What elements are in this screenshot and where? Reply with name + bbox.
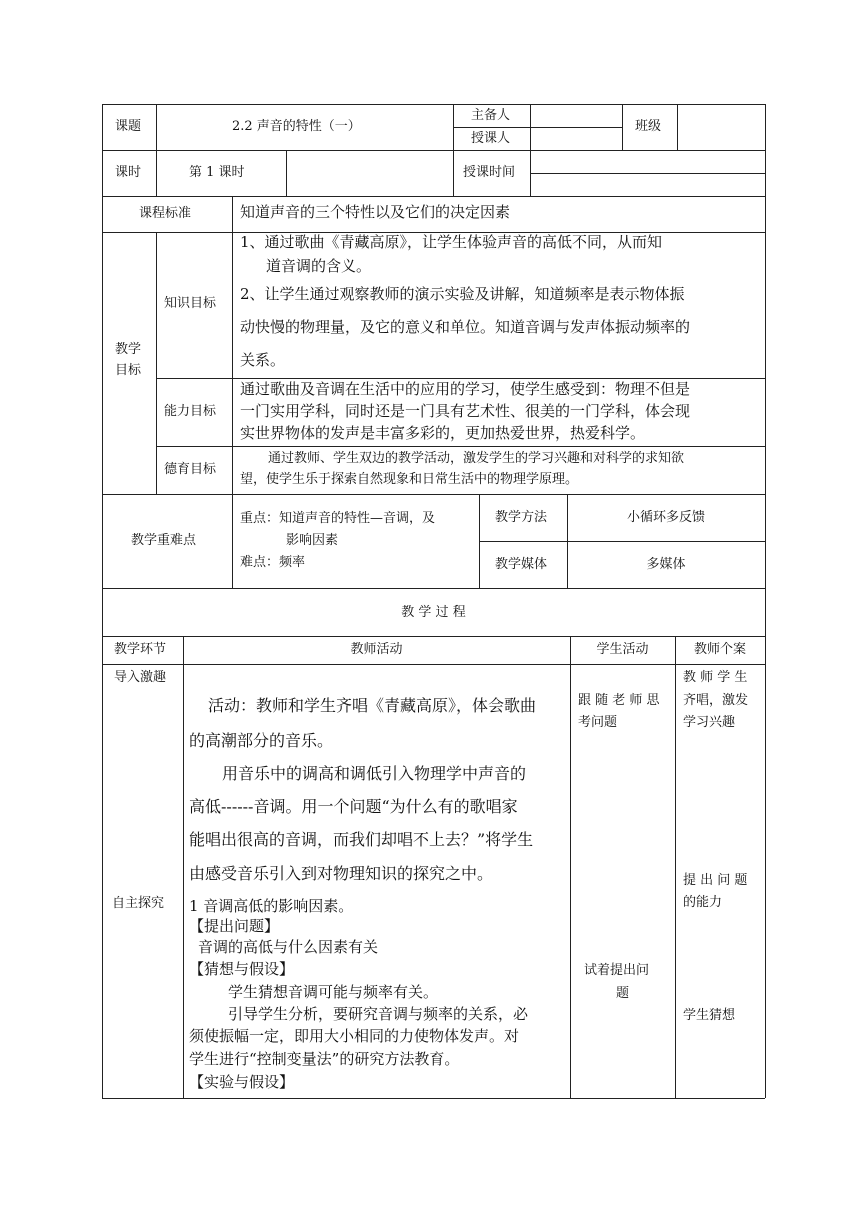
teacher-activity-line: 高低------音调。用一个问题“为什么有的歌唱家 [189,797,518,816]
teacher-case-line: 教 师 学 生 [683,670,748,685]
class-label: 班级 [635,119,662,134]
method-value: 小循环多反馈 [626,510,705,525]
teacher-case-line: 齐唱，激发 [683,693,749,708]
knowledge-line: 关系。 [240,351,286,369]
col-case-header: 教师个案 [693,642,746,657]
teacher-activity-line: 学生猜想音调可能与频率有关。 [228,983,439,1001]
col-student-header: 学生活动 [596,642,649,657]
teacher-activity-line: 能唱出很高的音调，而我们却唱不上去？”将学生 [189,830,534,849]
keypoints-label: 教学重难点 [131,533,197,548]
teacher-activity-line: 须使振幅一定，即用大小相同的力使物体发声。对 [189,1027,520,1045]
stage-explore: 自主探究 [112,896,165,911]
col-stage-header: 教学环节 [114,642,167,657]
time-label: 授课时间 [463,165,516,180]
teacher-activity-line: 音调的高低与什么因素有关 [198,938,379,956]
teacher-activity-line: 1 音调高低的影响因素。 [189,897,354,915]
process-title: 教 学 过 程 [401,605,466,620]
teacher-case-line: 学习兴趣 [683,715,736,730]
moral-line: 通过教师、学生双边的教学活动，激发学生的学习兴趣和对科学的求知欲 [268,451,685,466]
moral-line: 望，使学生乐于探索自然现象和日常生活中的物理学原理。 [240,472,579,487]
student-activity-line: 跟 随 老 师 思 [578,693,660,708]
ability-line: 实世界物体的发声是丰富多彩的，更加热爱世界，热爱科学。 [240,424,646,442]
lesson-title: 2.2 声音的特性（一） [232,119,361,134]
standard-label: 课程标准 [139,206,192,221]
teacher-activity-line: 【提出问题】 [189,917,280,935]
keypoint-line: 重点：知道声音的特性—音调，及 [240,511,436,526]
knowledge-line: 2、让学生通过观察教师的演示实验及讲解，知道频率是表示物体振 [240,285,685,303]
teacher-activity-line: 【猜想与假设】 [189,960,295,978]
teacher-activity-line: 【实验与假设】 [189,1073,295,1091]
col-teacher-header: 教师活动 [350,642,403,657]
lesson-label: 课题 [115,119,142,134]
teacher-activity-line: 学生进行“控制变量法”的研究方法教育。 [189,1050,460,1068]
ability-line: 通过歌曲及音调在生活中的应用的学习，使学生感受到：物理不但是 [240,380,691,398]
teacher-activity-line: 的高潮部分的音乐。 [189,731,334,750]
preparer-label: 主备人 [471,108,511,123]
method-label: 教学方法 [495,510,548,525]
teacher-case-line: 提 出 问 题 [683,873,748,888]
knowledge-line: 动快慢的物理量，及它的意义和单位。知道音调与发声体振动频率的 [240,318,691,336]
teacher-activity-line: 用音乐中的调高和调低引入物理学中声音的 [222,764,527,783]
teacher-activity-line: 由感受音乐引入到对物理知识的探究之中。 [189,864,494,883]
knowledge-line: 1、通过歌曲《青藏高原》，让学生体验声音的高低不同，从而知 [240,233,663,251]
student-activity-line: 试着提出问 [584,963,650,978]
teacher-case-line: 学生猜想 [683,1008,736,1023]
keypoint-line: 影响因素 [286,533,339,548]
moral-label: 德育目标 [164,462,217,477]
keypoint-line: 难点：频率 [240,555,306,570]
student-activity-line: 考问题 [578,715,618,730]
goals-label-line2: 目标 [115,363,142,378]
ability-line: 一门实用学科，同时还是一门具有艺术性、很美的一门学科，体会现 [240,402,691,420]
teacher-activity-line: 引导学生分析，要研究音调与频率的关系，必 [228,1005,529,1023]
student-activity-line: 题 [616,986,630,1001]
ability-label: 能力目标 [164,404,217,419]
teacher-case-line: 的能力 [683,895,723,910]
knowledge-line: 道音调的含义。 [266,257,372,275]
stage-intro: 导入激趣 [114,670,167,685]
media-label: 教学媒体 [495,557,548,572]
standard-value: 知道声音的三个特性以及它们的决定因素 [240,203,511,221]
goals-label-line1: 教学 [115,342,142,357]
teacher-activity-line: 活动：教师和学生齐唱《青藏高原》，体会歌曲 [208,696,537,715]
media-value: 多媒体 [646,557,686,572]
period-value: 第 1 课时 [189,165,245,180]
knowledge-label: 知识目标 [164,296,217,311]
teacher-label: 授课人 [471,131,511,146]
period-label: 课时 [115,165,142,180]
